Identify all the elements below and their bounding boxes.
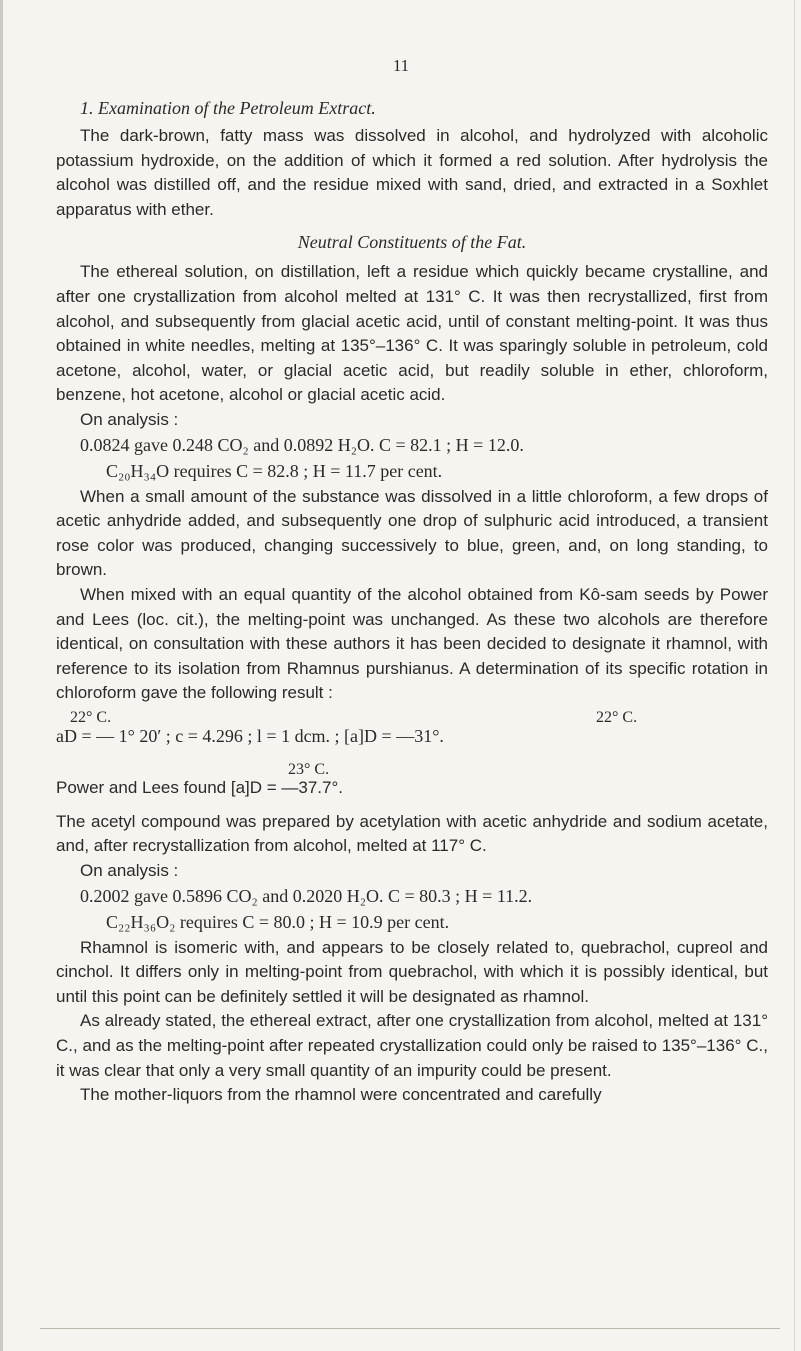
paragraph-mother-liquors: The mother-liquors from the rhamnol were concentrated and carefully — [80, 1085, 602, 1105]
rotation-temperature-2: 22° C. — [596, 708, 638, 726]
section-heading-neutral-constituents: Neutral Constituents of the Fat. — [297, 232, 527, 253]
paragraph-color-reaction: When a small amount of the substance was dissolved in a little chloroform, a few drops of acetic anhydride added, and subsequently one drop of sulphuric acid introduced, a transient rose color was produced, changing successively to blue, green, and, on long standing, to brown. — [56, 486, 768, 580]
page-edge-left — [0, 0, 3, 1351]
paragraph-crystallization: The ethereal solution, on distillation, left a residue which quickly became crystalline, and after one crystallization from alcohol melted at 131° C. It was then recrystallized, first from alcohol, and subsequently from glacial acetic acid, until of constant melting-point. It was thus obtained in white needles, melting at 135°–136° C. It was sparingly soluble in petroleum, cold acetone, alcohol, water, or glacial acetic acid, but readily soluble in ether, chloroform, benzene, hot acetone, alcohol or glacial acetic acid. — [56, 262, 768, 405]
analysis-label: On analysis : — [80, 409, 179, 429]
rotation-line: aD = — 1° 20′ ; c = 4.296 ; l = 1 dcm. ; [a]D = —31°. — [56, 725, 444, 746]
page-number: 11 — [392, 56, 410, 75]
paragraph-impurity: As already stated, the ethereal extract, after one crystallization from alcohol, melted at 131° C., and as the melting-point after repeated crystallization could only be raised to 135°–136° C., it was clear that only a very small quantity of an impurity could be present. — [56, 1011, 768, 1080]
analysis-result-2: 0.2002 gave 0.5896 CO₂ and 0.2020 H₂O. C = 80.3 ; H = 11.2. — [80, 885, 533, 906]
formula-requires-2: C₂₂H₃₆O₂ requires C = 80.0 ; H = 10.9 per cent. — [106, 911, 450, 932]
section-heading-petroleum-extract: 1. Examination of the Petroleum Extract. — [80, 98, 376, 118]
page-content — [56, 54, 768, 1108]
power-lees-rotation — [56, 758, 768, 810]
page-edge-right — [794, 0, 795, 1351]
rotation-temperature-1: 22° C. — [70, 708, 112, 726]
page-bottom-rule — [40, 1328, 780, 1329]
power-temperature: 23° C. — [288, 760, 330, 778]
analysis-label-2: On analysis : — [80, 861, 179, 881]
analysis-result-1: 0.0824 gave 0.248 CO₂ and 0.0892 H₂O. C = 82.1 ; H = 12.0. — [80, 434, 524, 455]
power-line: Power and Lees found [a]D = —37.7°. — [56, 777, 344, 797]
paragraph-hydrolysis: The dark-brown, fatty mass was dissolved in alcohol, and hydrolyzed with alcoholic potassium hydroxide, on the addition of which it formed a red solution. After hydrolysis the alcohol was distilled off, and the residue mixed with sand, dried, and extracted in a Soxhlet apparatus with ether. — [56, 126, 768, 219]
formula-requires-1: C₂₀H₃₄O requires C = 82.8 ; H = 11.7 per cent. — [106, 460, 443, 481]
paragraph-isomeric: Rhamnol is isomeric with, and appears to be closely related to, quebrachol, cupreol and cinchol. It differs only in melting-point from quebrachol, with which it is possibly identical, but until this point can be definitely settled it will be designated as rhamnol. — [56, 937, 768, 1006]
specific-rotation-equation — [56, 706, 768, 758]
paragraph-acetyl-compound: The acetyl compound was prepared by acetylation with acetic anhydride and sodium acetate, and, after recrystallization from alcohol, melted at 117° C. — [56, 811, 768, 856]
paragraph-rhamnol-naming: When mixed with an equal quantity of the alcohol obtained from Kô-sam seeds by Power and Lees (loc. cit.), the melting-point was unchanged. As these two alcohols are therefore identical, on consultation with these authors it has been decided to designate it rhamnol, with reference to its isolation from Rhamnus purshianus. A determination of its specific rotation in chloroform gave the following result : — [56, 584, 768, 703]
